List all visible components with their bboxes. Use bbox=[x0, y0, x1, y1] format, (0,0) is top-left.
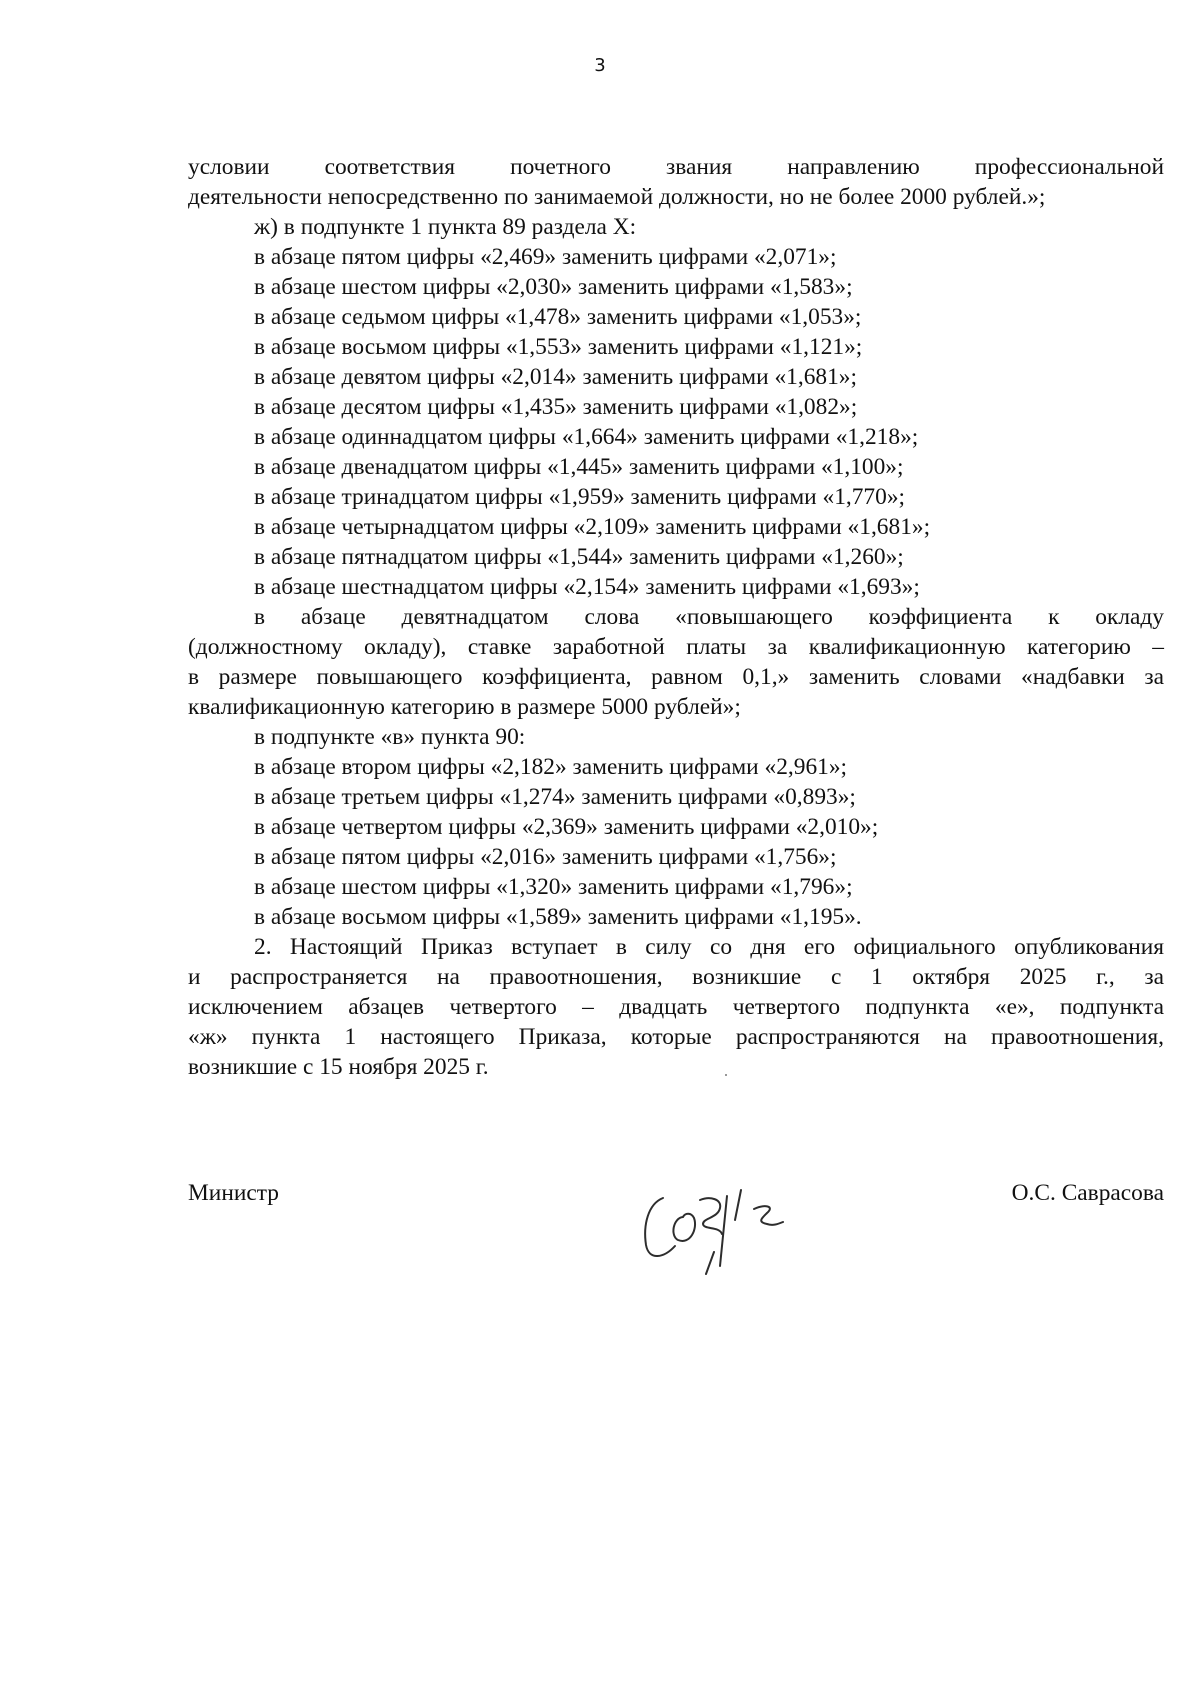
replacement-line: в абзаце четырнадцатом цифры «2,109» заменить цифрами «1,681»; bbox=[254, 514, 931, 540]
replacement-line: в абзаце десятом цифры «1,435» заменить цифрами «1,082»; bbox=[254, 394, 858, 420]
replacement-line: в абзаце шестом цифры «2,030» заменить цифрами «1,583»; bbox=[254, 274, 853, 300]
replacement-line: в абзаце пятнадцатом цифры «1,544» заменить цифрами «1,260»; bbox=[254, 544, 904, 570]
replacement-line: в абзаце двенадцатом цифры «1,445» заменить цифрами «1,100»; bbox=[254, 454, 904, 480]
subsection-heading: в подпункте «в» пункта 90: bbox=[254, 724, 526, 750]
signatory-title: Министр bbox=[188, 1180, 279, 1206]
replacement-line: в абзаце пятом цифры «2,469» заменить цифрами «2,071»; bbox=[254, 244, 837, 270]
handwritten-signature bbox=[628, 1170, 808, 1280]
amendment-paragraph-line: в абзаце девятнадцатом слова «повышающего коэффициента к окладу bbox=[254, 604, 1164, 630]
replacement-line: в абзаце третьем цифры «1,274» заменить цифрами «0,893»; bbox=[254, 784, 856, 810]
replacement-line: в абзаце седьмом цифры «1,478» заменить цифрами «1,053»; bbox=[254, 304, 862, 330]
document-body bbox=[188, 152, 1164, 1082]
body-line-continuation: условии соответствия почетного звания направлению профессиональной bbox=[188, 154, 1164, 180]
replacement-line: в абзаце девятом цифры «2,014» заменить цифрами «1,681»; bbox=[254, 364, 857, 390]
subsection-heading: ж) в подпункте 1 пункта 89 раздела X: bbox=[254, 214, 637, 240]
replacement-line: в абзаце шестнадцатом цифры «2,154» заменить цифрами «1,693»; bbox=[254, 574, 920, 600]
replacement-line: в абзаце пятом цифры «2,016» заменить цифрами «1,756»; bbox=[254, 844, 837, 870]
replacement-line: в абзаце четвертом цифры «2,369» заменить цифрами «2,010»; bbox=[254, 814, 879, 840]
signatory-name: О.С. Саврасова bbox=[1011, 1180, 1164, 1206]
body-line-continuation-end: деятельности непосредственно по занимаемой должности, но не более 2000 рублей.»; bbox=[188, 184, 1046, 210]
replacement-line: в абзаце тринадцатом цифры «1,959» заменить цифрами «1,770»; bbox=[254, 484, 906, 510]
effective-date-paragraph-line: «ж» пункта 1 настоящего Приказа, которые распространяются на правоотношения, bbox=[188, 1024, 1164, 1050]
amendment-paragraph-line: в размере повышающего коэффициента, равном 0,1,» заменить словами «надбавки за bbox=[188, 664, 1164, 690]
effective-date-paragraph-line: исключением абзацев четвертого – двадцать четвертого подпункта «е», подпункта bbox=[188, 994, 1164, 1020]
effective-date-paragraph-line: 2. Настоящий Приказ вступает в силу со дня его официального опубликования bbox=[254, 934, 1164, 960]
replacement-line: в абзаце втором цифры «2,182» заменить цифрами «2,961»; bbox=[254, 754, 848, 780]
effective-date-paragraph-line-end: возникшие с 15 ноября 2025 г. bbox=[188, 1054, 489, 1080]
replacement-line: в абзаце одиннадцатом цифры «1,664» заменить цифрами «1,218»; bbox=[254, 424, 919, 450]
amendment-paragraph-line-end: квалификационную категорию в размере 5000 рублей»; bbox=[188, 694, 741, 720]
replacement-line: в абзаце восьмом цифры «1,553» заменить цифрами «1,121»; bbox=[254, 334, 863, 360]
replacement-line: в абзаце восьмом цифры «1,589» заменить цифрами «1,195». bbox=[254, 904, 862, 930]
page-number: 3 bbox=[594, 55, 606, 76]
signature-block bbox=[188, 1180, 1164, 1300]
effective-date-paragraph-line: и распространяется на правоотношения, возникшие с 1 октября 2025 г., за bbox=[188, 964, 1164, 990]
amendment-paragraph-line: (должностному окладу), ставке заработной платы за квалификационную категорию – bbox=[188, 634, 1164, 660]
scan-speck bbox=[725, 1074, 727, 1076]
replacement-line: в абзаце шестом цифры «1,320» заменить цифрами «1,796»; bbox=[254, 874, 853, 900]
